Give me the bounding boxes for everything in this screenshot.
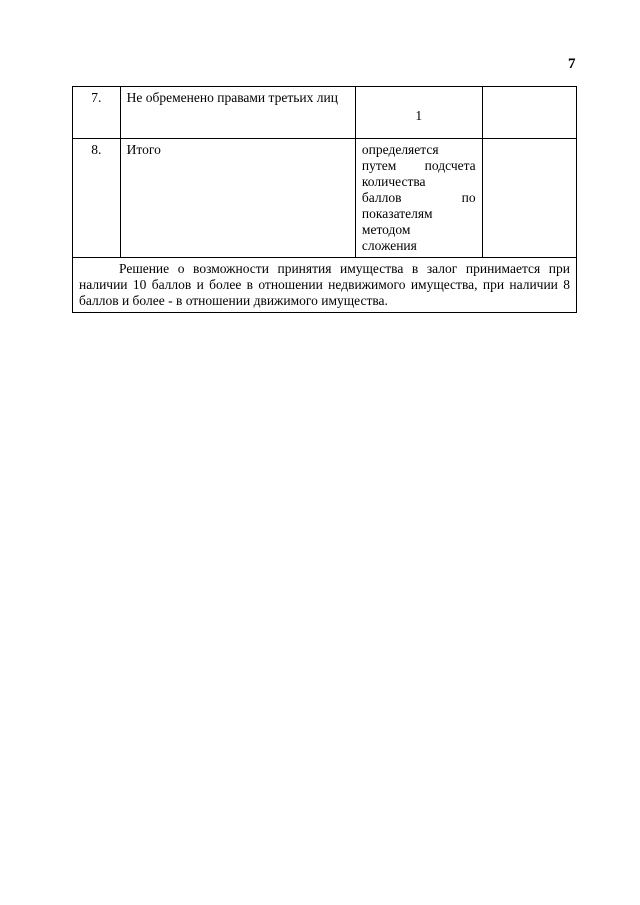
criteria-table xyxy=(72,86,577,313)
score-line: баллов по xyxy=(361,190,476,205)
note-cell xyxy=(482,139,576,258)
score-line: количества xyxy=(361,174,426,189)
row-number: 7. xyxy=(73,87,121,139)
decision-note: Решение о возможности принятия имущества в залог принимается при наличии 10 баллов и более в отношении недвижимого имущества, при наличии 8 баллов и более - в отношении движимого имущества. xyxy=(73,258,577,313)
score-value: 1 xyxy=(415,108,423,123)
table-row xyxy=(73,139,577,258)
score-line: определяется xyxy=(361,142,439,157)
score-cell xyxy=(355,139,482,258)
indicator-cell: Итого xyxy=(120,139,355,258)
indicator-cell: Не обременено правами третьих лиц xyxy=(120,87,355,139)
table-row xyxy=(73,87,577,139)
row-number: 8. xyxy=(73,139,121,258)
note-cell xyxy=(482,87,576,139)
table-footer-row xyxy=(73,258,577,313)
score-cell xyxy=(355,87,482,139)
score-line: показателям xyxy=(361,206,433,221)
score-line: путем подсчета xyxy=(361,158,476,173)
score-line: сложения xyxy=(361,238,417,253)
score-line: методом xyxy=(361,222,411,237)
page-number: 7 xyxy=(568,56,576,72)
